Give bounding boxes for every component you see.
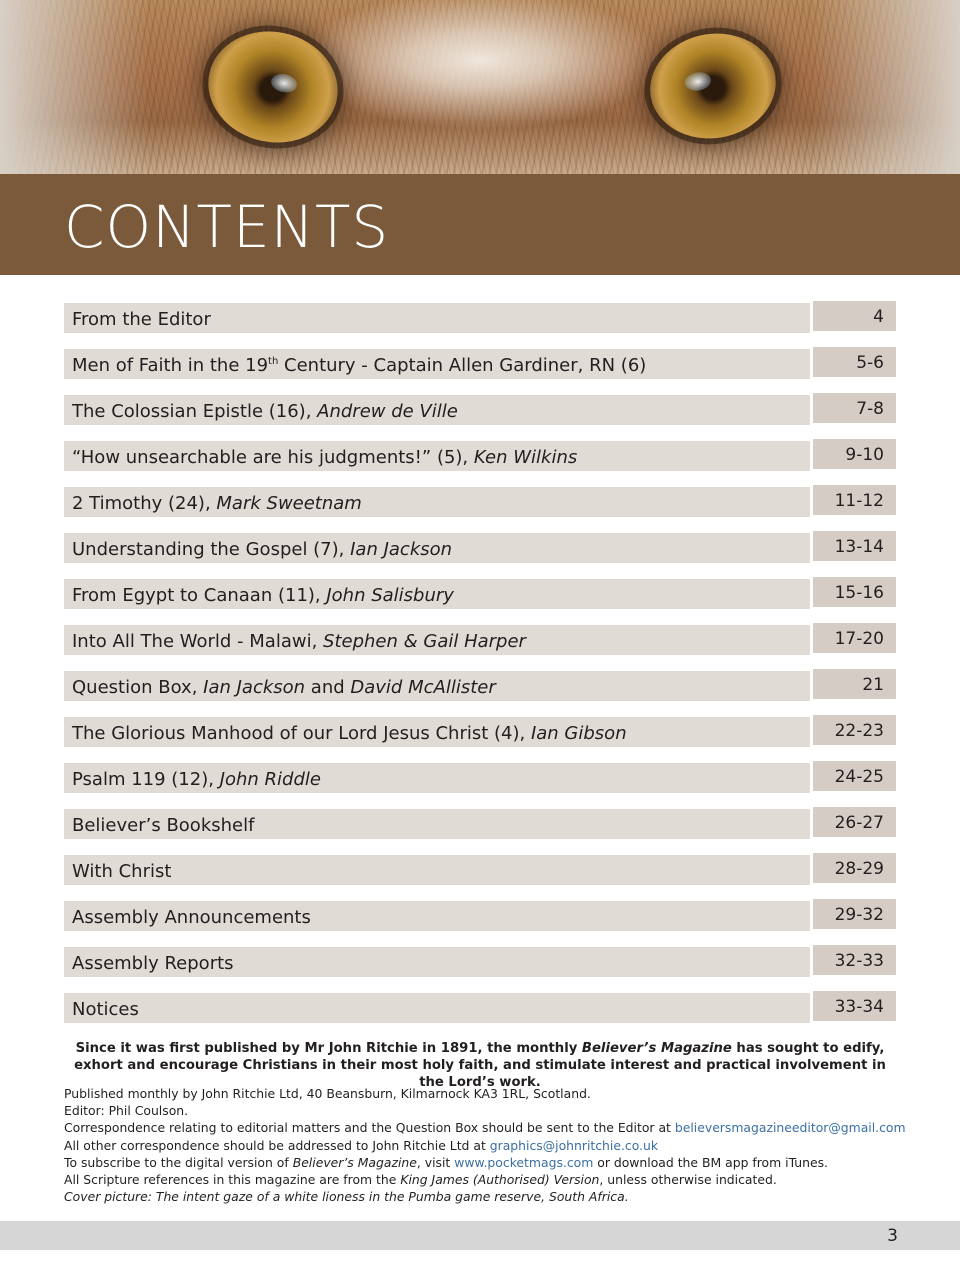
toc-row[interactable] [64, 669, 896, 699]
editor-line: Editor: Phil Coulson. [64, 1103, 189, 1119]
toc-author: Andrew de Ville [317, 401, 458, 422]
toc-row[interactable] [64, 807, 896, 837]
toc-page-number: 11-12 [813, 485, 896, 515]
lioness-left-eye [198, 20, 348, 155]
publisher-line: Published monthly by John Ritchie Ltd, 40 Beansburn, Kilmarnock KA3 1RL, Scotland. [64, 1086, 591, 1101]
editor-email-link[interactable]: believersmagazineeditor@gmail.com [674, 1120, 906, 1136]
toc-row[interactable] [64, 439, 896, 469]
toc-row[interactable] [64, 853, 896, 883]
toc-author: Ken Wilkins [473, 447, 578, 468]
publication-info [64, 1085, 904, 1205]
toc-page-number: 32-33 [813, 945, 896, 975]
toc-row[interactable] [64, 485, 896, 515]
toc-author: Ian Jackson [350, 539, 453, 560]
cover-caption: Cover picture: The intent gaze of a white lioness in the Pumba game reserve, South Africa. [64, 1189, 629, 1205]
toc-entry-title: Notices [64, 993, 810, 1023]
toc-page-number: 33-34 [813, 991, 896, 1021]
toc-entry-title: 2 Timothy (24), Mark Sweetnam [64, 487, 810, 517]
toc-entry-title: From Egypt to Canaan (11), John Salisbury [64, 579, 810, 609]
toc-author: David McAllister [350, 677, 496, 698]
toc-author: Ian Gibson [530, 723, 627, 744]
fur-shading-left [0, 0, 150, 174]
toc-entry-title: Understanding the Gospel (7), Ian Jackson [64, 533, 810, 563]
toc-page-number: 26-27 [813, 807, 896, 837]
toc-page-number: 22-23 [813, 715, 896, 745]
toc-row[interactable] [64, 301, 896, 331]
toc-entry-title: Psalm 119 (12), John Riddle [64, 763, 810, 793]
toc-page-number: 5-6 [813, 347, 896, 377]
toc-row[interactable] [64, 761, 896, 791]
toc-page-number: 24-25 [813, 761, 896, 791]
toc-row[interactable] [64, 899, 896, 929]
graphics-email-link[interactable]: graphics@johnritchie.co.uk [489, 1137, 659, 1153]
eye-reflection [269, 72, 298, 95]
toc-entry-title: Assembly Reports [64, 947, 810, 977]
mission-statement: Since it was first published by Mr John Ritchie in 1891, the monthly Believer’s Magazine has sought to edify, exhort and encourage Christians in their most holy faith, and stimulate interest and practical involvement in the Lord’s work. [74, 1041, 886, 1090]
scripture-line: All Scripture references in this magazine are from the King James (Authorised) Version, unless otherwise indicated. [64, 1172, 777, 1188]
toc-entry-title: From the Editor [64, 303, 810, 333]
page-title: CONTENTS [64, 193, 390, 261]
toc-author: Ian Jackson [203, 677, 306, 698]
toc-row[interactable] [64, 577, 896, 607]
toc-page-number: 9-10 [813, 439, 896, 469]
page-number: 3 [887, 1226, 898, 1246]
toc-page-number: 29-32 [813, 899, 896, 929]
toc-entry-title: The Colossian Epistle (16), Andrew de Ville [64, 395, 810, 425]
toc-page-number: 4 [813, 301, 896, 331]
toc-page-number: 28-29 [813, 853, 896, 883]
toc-author: Mark Sweetnam [216, 493, 362, 514]
toc-author: John Riddle [219, 769, 321, 790]
toc-entry-title: Assembly Announcements [64, 901, 810, 931]
toc-page-number: 15-16 [813, 577, 896, 607]
toc-entry-title: The Glorious Manhood of our Lord Jesus Christ (4), Ian Gibson [64, 717, 810, 747]
other-correspondence-line: All other correspondence should be addressed to John Ritchie Ltd at graphics@johnritchie.co.uk [64, 1137, 659, 1153]
toc-entry-title: With Christ [64, 855, 810, 885]
lioness-right-eye [642, 24, 784, 148]
editorial-correspondence-line: Correspondence relating to editorial matters and the Question Box should be sent to the Editor at believersmagazineeditor@gmail.com [64, 1120, 906, 1136]
toc-entry-title: Believer’s Bookshelf [64, 809, 810, 839]
toc-page-number: 21 [813, 669, 896, 699]
toc-page-number: 7-8 [813, 393, 896, 423]
toc-page-number: 17-20 [813, 623, 896, 653]
toc-row[interactable] [64, 991, 896, 1021]
table-of-contents [64, 301, 896, 1037]
cover-photo [0, 0, 960, 174]
pocketmags-link[interactable]: www.pocketmags.com [454, 1154, 594, 1170]
toc-row[interactable] [64, 531, 896, 561]
toc-author: Stephen & Gail Harper [323, 631, 526, 652]
fur-shading-right [810, 0, 960, 174]
toc-row[interactable] [64, 347, 896, 377]
toc-entry-title: “How unsearchable are his judgments!” (5), Ken Wilkins [64, 441, 810, 471]
contents-banner [0, 174, 960, 275]
toc-entry-title: Question Box, Ian Jackson and David McAllister [64, 671, 810, 701]
toc-page-number: 13-14 [813, 531, 896, 561]
toc-row[interactable] [64, 945, 896, 975]
magazine-name: Believer’s Magazine [581, 1041, 732, 1056]
footer-bar [0, 1221, 960, 1250]
toc-entry-title: Men of Faith in the 19th Century - Captain Allen Gardiner, RN (6) [64, 349, 810, 379]
toc-entry-title: Into All The World - Malawi, Stephen & Gail Harper [64, 625, 810, 655]
toc-row[interactable] [64, 715, 896, 745]
toc-row[interactable] [64, 393, 896, 423]
eye-reflection [684, 70, 713, 92]
toc-row[interactable] [64, 623, 896, 653]
subscribe-line: To subscribe to the digital version of Believer’s Magazine, visit www.pocketmags.com or download the BM app from iTunes. [64, 1154, 828, 1170]
toc-author: John Salisbury [326, 585, 454, 606]
